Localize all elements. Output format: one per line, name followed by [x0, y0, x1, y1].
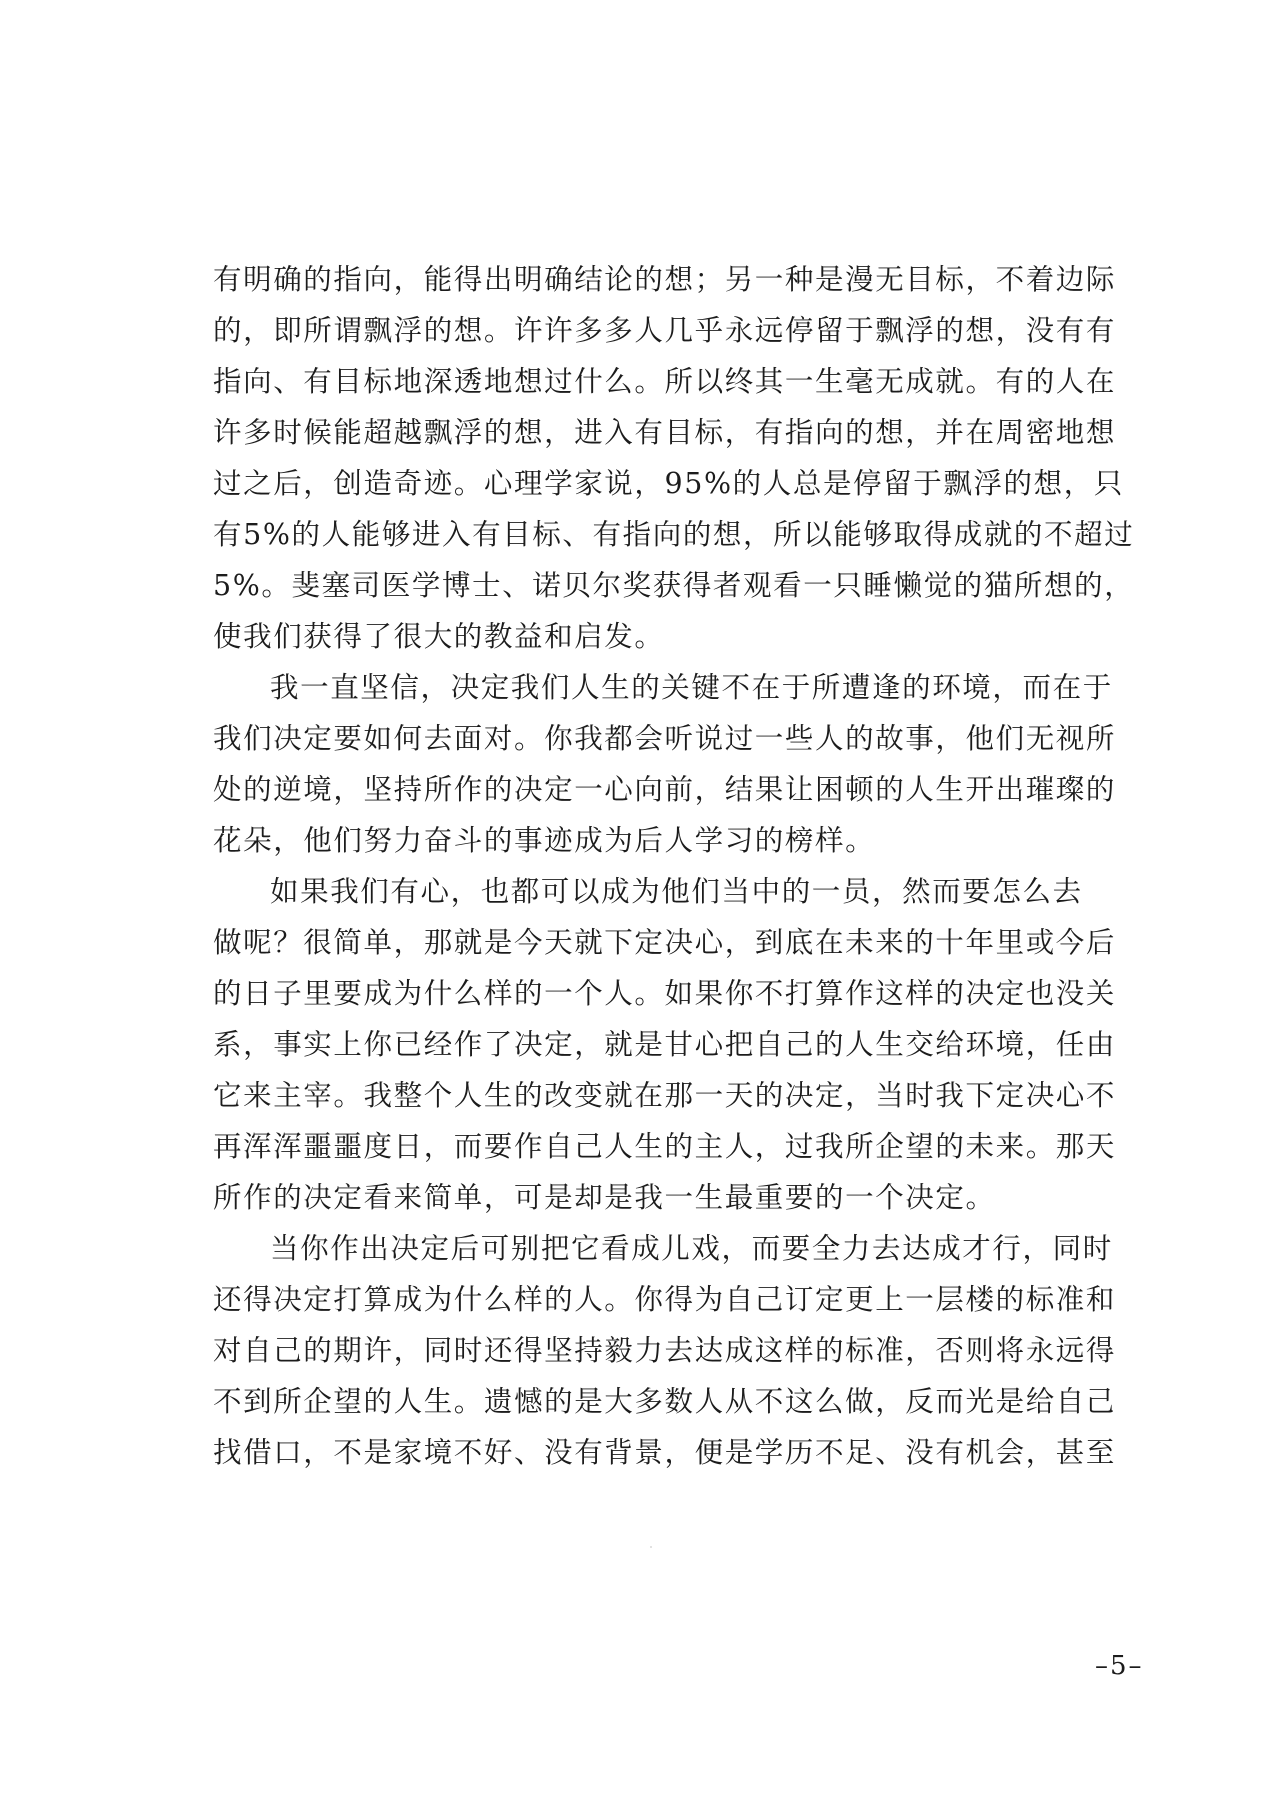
scan-speck — [650, 1546, 652, 1548]
text-line: 还得决定打算成为什么样的人。你得为自己订定更上一层楼的标准和 — [213, 1283, 1117, 1316]
paragraph-start-line: 当你作出决定后可别把它看成儿戏，而要全力去达成才行，同时 — [270, 1232, 1113, 1265]
text-line: 有5%的人能够进入有目标、有指向的想，所以能够取得成就的不超过 — [213, 518, 1135, 551]
text-line: 5%。斐塞司医学博士、诺贝尔奖获得者观看一只睡懒觉的猫所想的， — [213, 569, 1135, 602]
text-line: 的日子里要成为什么样的一个人。如果你不打算作这样的决定也没关 — [213, 977, 1117, 1010]
text-line: 所作的决定看来简单，可是却是我一生最重要的一个决定。 — [213, 1181, 996, 1214]
text-line: 处的逆境，坚持所作的决定一心向前，结果让困顿的人生开出璀璨的 — [213, 773, 1117, 806]
text-line: 找借口，不是家境不好、没有背景，便是学历不足、没有机会，甚至 — [213, 1436, 1117, 1469]
text-line: 许多时候能超越飘浮的想，进入有目标，有指向的想，并在周密地想 — [213, 416, 1117, 449]
text-line: 它来主宰。我整个人生的改变就在那一天的决定，当时我下定决心不 — [213, 1079, 1117, 1112]
text-line: 有明确的指向，能得出明确结论的想；另一种是漫无目标，不着边际 — [213, 263, 1117, 296]
text-line: 对自己的期许，同时还得坚持毅力去达成这样的标准，否则将永远得 — [213, 1334, 1117, 1367]
text-line: 过之后，创造奇迹。心理学家说，95%的人总是停留于飘浮的想，只 — [213, 467, 1124, 500]
text-line: 我们决定要如何去面对。你我都会听说过一些人的故事，他们无视所 — [213, 722, 1117, 755]
text-line: 系，事实上你已经作了决定，就是甘心把自己的人生交给环境，任由 — [213, 1028, 1117, 1061]
text-line: 做呢？很简单，那就是今天就下定决心，到底在未来的十年里或今后 — [213, 926, 1117, 959]
text-line: 不到所企望的人生。遗憾的是大多数人从不这么做，反而光是给自己 — [213, 1385, 1117, 1418]
paragraph-start-line: 我一直坚信，决定我们人生的关键不在于所遭逢的环境，而在于 — [270, 671, 1113, 704]
text-line: 的，即所谓飘浮的想。许许多多人几乎永远停留于飘浮的想，没有有 — [213, 314, 1117, 347]
text-line: 指向、有目标地深透地想过什么。所以终其一生毫无成就。有的人在 — [213, 365, 1117, 398]
text-line: 使我们获得了很大的教益和启发。 — [213, 620, 665, 653]
text-line: 再浑浑噩噩度日，而要作自己人生的主人，过我所企望的未来。那天 — [213, 1130, 1117, 1163]
text-line: 花朵，他们努力奋斗的事迹成为后人学习的榜样。 — [213, 824, 876, 857]
paragraph-start-line: 如果我们有心，也都可以成为他们当中的一员，然而要怎么去 — [270, 875, 1083, 908]
page-number: –5– — [1095, 1651, 1144, 1681]
